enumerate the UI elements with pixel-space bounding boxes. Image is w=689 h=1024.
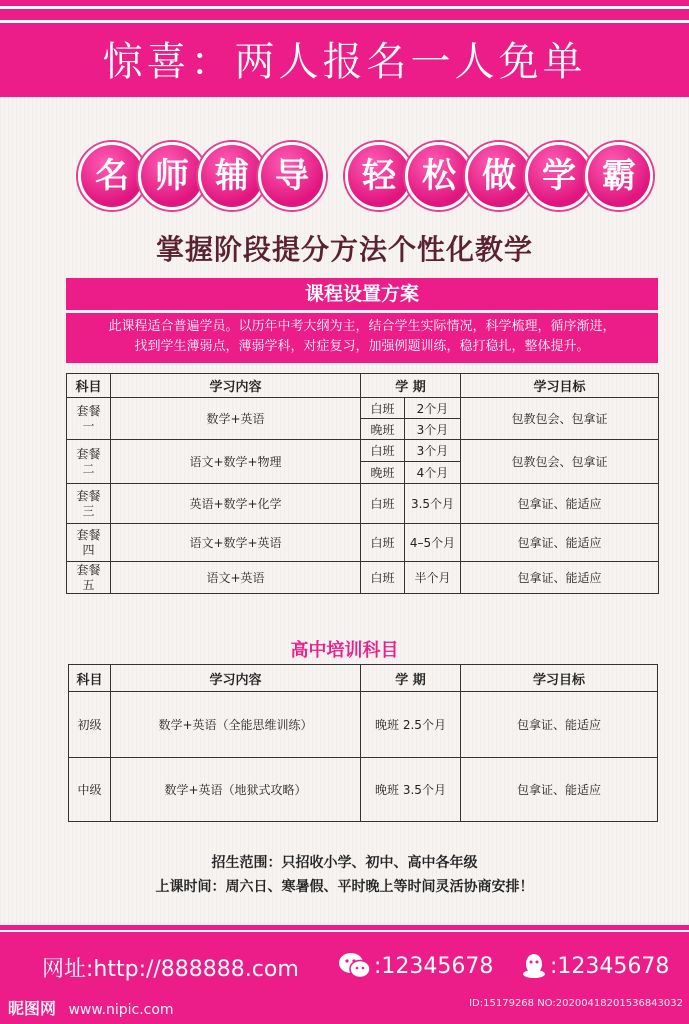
description-line: 找到学生薄弱点，薄弱学科，对症复习，加强例题训练，稳打稳扎，整体提升。 xyxy=(134,339,590,354)
qq-contact xyxy=(520,952,669,980)
session-type: 白班 xyxy=(361,524,405,562)
top-stripe xyxy=(0,20,689,23)
course-plan-table xyxy=(66,373,659,594)
package-number: 一 xyxy=(82,418,95,433)
header-cell: 学 期 xyxy=(361,665,461,692)
watermark-site: www.nipic.com xyxy=(68,1002,174,1018)
content-cell: 语文+英语 xyxy=(111,562,361,594)
package-cell xyxy=(67,440,111,484)
goal-cell: 包教包会、包拿证 xyxy=(461,398,659,440)
session-type: 晚班 xyxy=(361,419,405,440)
goal-cell: 包拿证、能适应 xyxy=(461,562,659,594)
package-cell xyxy=(67,524,111,562)
high-school-table xyxy=(68,664,658,822)
session-duration: 4–5个月 xyxy=(405,524,461,562)
package-cell xyxy=(67,398,111,440)
header-cell: 科目 xyxy=(67,374,111,398)
table-row xyxy=(67,562,659,594)
qq-number: :12345678 xyxy=(550,953,670,979)
table-row xyxy=(69,692,658,758)
wechat-contact xyxy=(338,952,493,980)
slogan-char: 辅 xyxy=(198,142,266,210)
plan-title: 课程设置方案 xyxy=(66,278,658,310)
watermark xyxy=(8,996,174,1019)
header-cell: 学习目标 xyxy=(461,665,658,692)
table-row xyxy=(67,398,659,419)
header-cell: 科目 xyxy=(69,665,111,692)
package-number: 二 xyxy=(82,461,95,476)
session-duration: 2个月 xyxy=(405,398,461,419)
level-cell: 中级 xyxy=(69,758,111,822)
content-cell: 数学+英语 xyxy=(111,398,361,440)
slogan-char: 师 xyxy=(138,142,206,210)
session-type: 白班 xyxy=(361,484,405,524)
package-label: 套餐 xyxy=(76,446,101,461)
subheadline: 掌握阶段提分方法个性化教学 xyxy=(155,233,533,266)
content-cell: 数学+英语（地狱式攻略） xyxy=(111,758,361,822)
table-row xyxy=(67,440,659,462)
slogan-char: 做 xyxy=(465,142,533,210)
qq-icon xyxy=(520,952,548,980)
enrollment-info: 招生范围：只招收小学、初中、高中各年级 xyxy=(211,855,478,871)
goal-cell: 包拿证、能适应 xyxy=(461,692,658,758)
session-type: 白班 xyxy=(361,398,405,419)
package-number: 四 xyxy=(82,542,95,557)
goal-cell: 包拿证、能适应 xyxy=(461,484,659,524)
slogan-group-right xyxy=(345,142,645,212)
slogan-char: 导 xyxy=(258,142,326,210)
content-cell: 语文+数学+物理 xyxy=(111,440,361,484)
package-label: 套餐 xyxy=(76,488,101,503)
level-cell: 初级 xyxy=(69,692,111,758)
table-row xyxy=(67,524,659,562)
header-cell: 学习目标 xyxy=(461,374,659,398)
table-row xyxy=(69,758,658,822)
footer-stripe xyxy=(0,930,689,932)
headline: 惊喜：两人报名一人免单 xyxy=(102,39,587,85)
description-line: 此课程适合普遍学员。以历年中考大纲为主，结合学生实际情况，科学梳理，循序渐进， xyxy=(108,319,616,334)
session-type: 白班 xyxy=(361,562,405,594)
slogan-char: 学 xyxy=(525,142,593,210)
content-cell: 数学+英语（全能思维训练） xyxy=(111,692,361,758)
watermark-brand: 昵图网 xyxy=(8,999,57,1018)
slogan-char: 名 xyxy=(78,142,146,210)
session-duration: 3个月 xyxy=(405,419,461,440)
schedule-info: 上课时间：周六日、寒暑假、平时晚上等时间灵活协商安排！ xyxy=(155,879,534,895)
high-school-title: 高中培训科目 xyxy=(290,640,399,661)
session-duration: 3个月 xyxy=(405,440,461,462)
term-cell: 晚班 3.5个月 xyxy=(361,758,461,822)
wechat-number: :12345678 xyxy=(374,953,494,979)
slogan-char: 轻 xyxy=(345,142,413,210)
goal-cell: 包教包会、包拿证 xyxy=(461,440,659,484)
wechat-icon xyxy=(338,952,372,980)
session-type: 白班 xyxy=(361,440,405,462)
session-duration: 半个月 xyxy=(405,562,461,594)
package-label: 套餐 xyxy=(76,403,101,418)
goal-cell: 包拿证、能适应 xyxy=(461,758,658,822)
session-type: 晚班 xyxy=(361,462,405,484)
table-header-row xyxy=(69,665,658,692)
goal-cell: 包拿证、能适应 xyxy=(461,524,659,562)
slogan-char: 霸 xyxy=(585,142,653,210)
slogan-group-left xyxy=(78,142,318,212)
session-duration: 3.5个月 xyxy=(405,484,461,524)
package-cell xyxy=(67,484,111,524)
website-link[interactable]: 网址:http://888888.com xyxy=(42,957,299,982)
package-label: 套餐 xyxy=(76,562,101,577)
image-id-text: ID:15179268 NO:20200418201536843032 xyxy=(469,998,683,1009)
header-cell: 学习内容 xyxy=(111,374,361,398)
header-cell: 学习内容 xyxy=(111,665,361,692)
content-cell: 语文+数学+英语 xyxy=(111,524,361,562)
term-cell: 晚班 2.5个月 xyxy=(361,692,461,758)
top-stripe xyxy=(0,6,689,9)
package-label: 套餐 xyxy=(76,527,101,542)
header-cell: 学 期 xyxy=(361,374,461,398)
package-number: 五 xyxy=(82,577,95,592)
slogan-char: 松 xyxy=(405,142,473,210)
session-duration: 4个月 xyxy=(405,462,461,484)
plan-description xyxy=(66,313,658,363)
content-cell: 英语+数学+化学 xyxy=(111,484,361,524)
package-number: 三 xyxy=(82,503,95,518)
package-cell xyxy=(67,562,111,594)
table-header-row xyxy=(67,374,659,398)
table-row xyxy=(67,484,659,524)
